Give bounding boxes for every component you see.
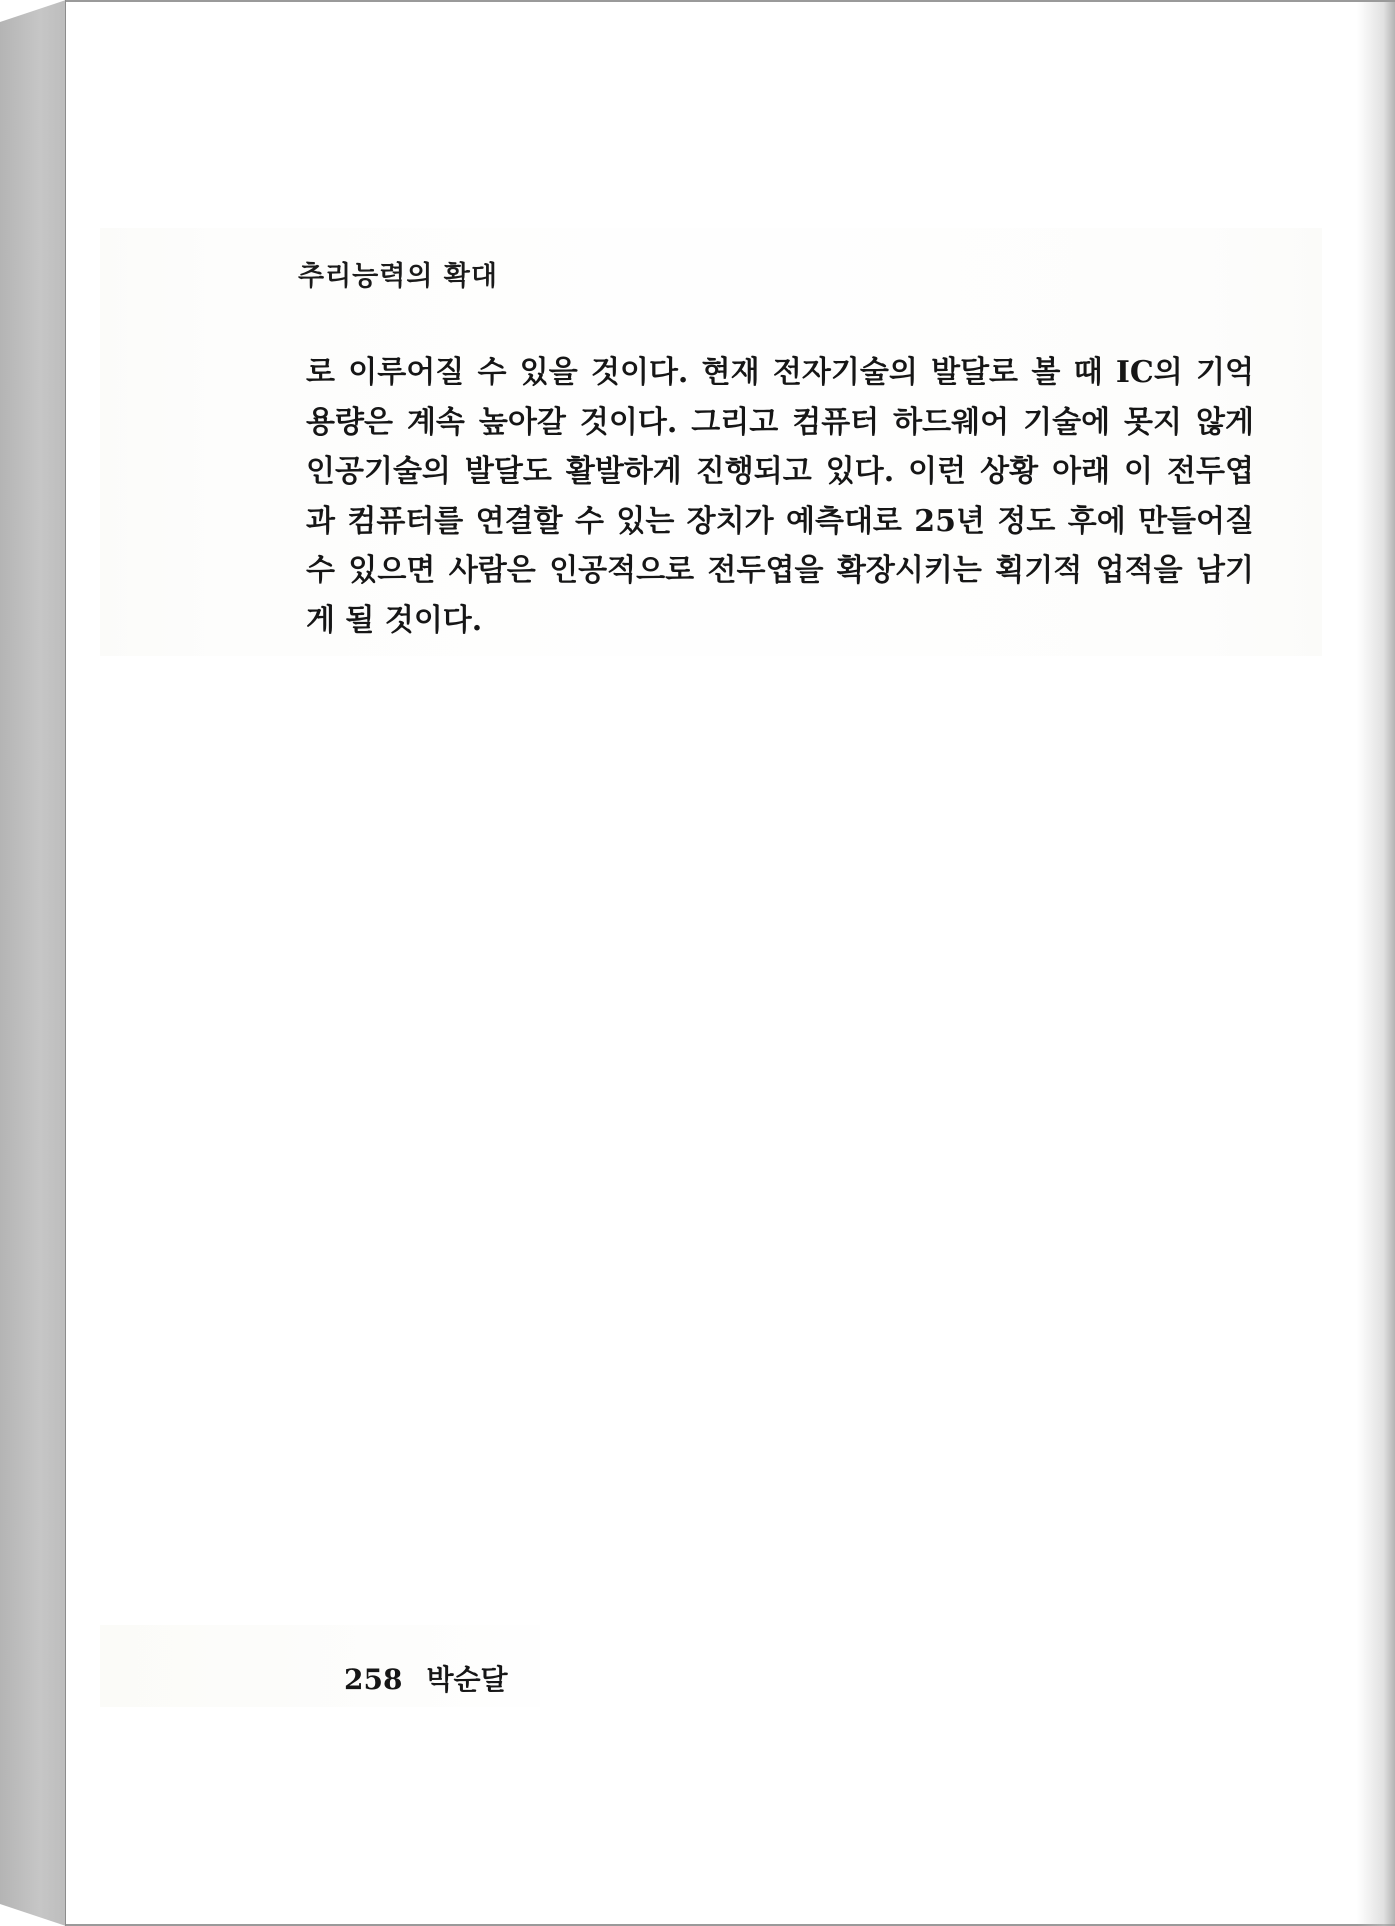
body-line: 용량은 계속 높아갈 것이다. 그리고 컴퓨터 하드웨어 기술에 못지 않게 (306, 404, 1254, 440)
body-line: 수 있으면 사람은 인공적으로 전두엽을 확장시키는 획기적 업적을 남기 (306, 553, 1254, 588)
body-line: 로 이루어질 수 있을 것이다. 현재 전자기술의 발달로 볼 때 IC의 기억 (306, 355, 1254, 390)
page-edge-shadow (1357, 2, 1395, 1926)
page-footer (344, 1658, 508, 1698)
body-paragraph (306, 348, 1254, 645)
body-line: 과 컴퓨터를 연결할 수 있는 장치가 예측대로 25년 정도 후에 만들어질 (306, 503, 1254, 539)
author-name: 박순달 (426, 1663, 508, 1696)
body-line: 인공기술의 발달도 활발하게 진행되고 있다. 이런 상황 아래 이 전두엽 (306, 454, 1254, 489)
running-head: 추리능력의 확대 (298, 261, 498, 292)
book-spine-edge (0, 0, 66, 1926)
body-line: 게 될 것이다. (306, 602, 483, 638)
page-number: 258 (344, 1663, 403, 1696)
